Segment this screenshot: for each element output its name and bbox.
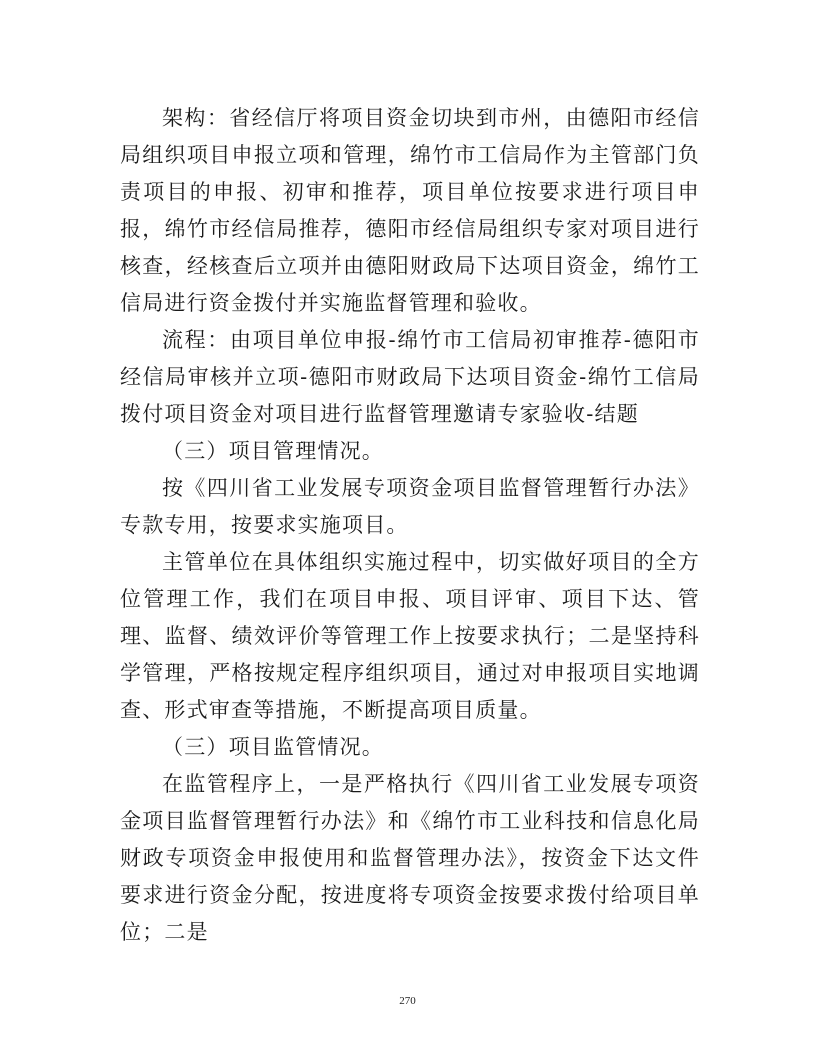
paragraph-management-work: 主管单位在具体组织实施过程中，切实做好项目的全方位管理工作，我们在项目申报、项目评审、项目下达、管理、监督、绩效评价等管理工作上按要求执行；二是坚持科学管理，严格按规定程序组织项目，通过对申报项目实地调查、形式审查等措施，不断提高项目质量。 [120,550,700,722]
paragraph-process: 流程：由项目单位申报-绵竹市工信局初审推荐-德阳市经信局审核并立项-德阳市财政局下达项目资金-绵竹工信局拨付项目资金对项目进行监督管理邀请专家验收-结题 [120,328,700,426]
paragraph-special-funds: 按《四川省工业发展专项资金项目监督管理暂行办法》专款专用，按要求实施项目。 [120,476,700,537]
paragraph-structure: 架构：省经信厅将项目资金切块到市州，由德阳市经信局组织项目申报立项和管理，绵竹市工信局作为主管部门负责项目的申报、初审和推荐，项目单位按要求进行项目申报，绵竹市经信局推荐，德阳市经信局组织专家对项目进行核查，经核查后立项并由德阳财政局下达项目资金，绵竹工信局进行资金拨付并实施监督管理和验收。 [120,106,700,315]
document-body [120,100,700,951]
page-number: 270 [399,995,416,1007]
section-heading-project-management: （三）项目管理情况。 [162,439,384,463]
section-heading-project-supervision: （三）项目监管情况。 [162,735,384,759]
paragraph-supervision-procedure: 在监管程序上，一是严格执行《四川省工业发展专项资金项目监督管理暂行办法》和《绵竹市工业科技和信息化局财政专项资金申报使用和监督管理办法》，按资金下达文件要求进行资金分配，按进度将专项资金按要求拨付给项目单位；二是 [120,772,700,944]
